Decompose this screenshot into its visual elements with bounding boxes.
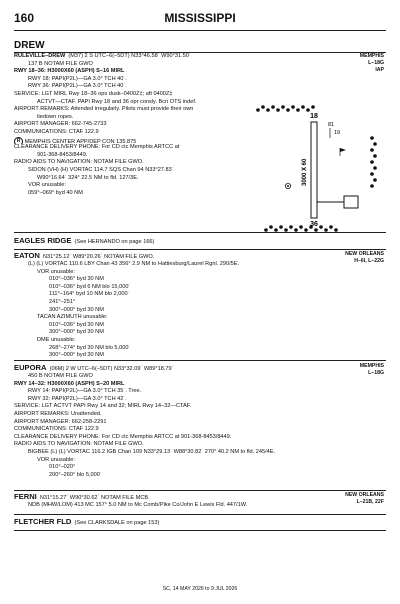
- runway-18-36: [311, 122, 317, 218]
- section-rule-6: [14, 530, 386, 531]
- navaid-name: EATON: [14, 251, 40, 260]
- service-line: SERVICE: LGT MIRL Rwy 18–36 ops dusk–0400Z‡; aft 0400Z‡: [14, 90, 173, 97]
- effective-dates-footer: SC, 14 MAY 2026 to 9 JUL 2026: [162, 586, 238, 592]
- windsock-icon: [340, 148, 346, 156]
- comm-line: COMMUNICATIONS: CTAF 122.9: [14, 426, 99, 433]
- airport-name: RULEVILLE–DREW: [14, 53, 66, 59]
- navaid-position: N31°15.27´ W90°30.62´ NOTAM FILE MCB.: [39, 495, 150, 501]
- section-rule-5: [14, 514, 386, 515]
- remarks-line-2: tiedown ropes.: [37, 113, 74, 120]
- airport-info: (M37) 2 S UTC–6(–5DT) N33°46.58´ W90°31.50´: [68, 53, 191, 59]
- apron: [344, 196, 358, 208]
- chart-ref: [360, 53, 384, 74]
- vortac-line: BIGBEE (L) (L) VORTAC 116.2 IGB Chan 109 N33°29.13´ W88°30.82´ 270° 40.2 NM to fld. 245/4E.: [28, 448, 276, 455]
- runway-end-36: 36: [310, 221, 318, 228]
- restriction-line: 010°–036° byd 30 NM: [49, 321, 104, 328]
- manager-line: AIRPORT MANAGER: 662-258-2291: [14, 418, 107, 425]
- header-rule: [14, 30, 386, 31]
- section-rule-2: [14, 249, 386, 250]
- restriction-line: 300°–000° byd 30 NM: [49, 306, 104, 313]
- airport-name: EUPORA: [14, 363, 47, 372]
- airport-info: (06M) 2 W UTC–6(–5DT) N33°32.09´ W89°18.79´: [49, 366, 174, 372]
- restriction-line: 200°–260° blo 5,000´: [49, 471, 102, 478]
- restriction-line: 300°–000° byd 30 NM: [49, 329, 104, 336]
- restriction-line: 241°–251°: [49, 298, 76, 305]
- chart-ref-sectional: MEMPHIS: [359, 53, 384, 59]
- vortac-line-2: W90°16.64´ 324° 22.5 NM to fld. 127/3E.: [37, 174, 139, 181]
- chart-ref: [360, 363, 384, 377]
- restriction-line: DME unusable:: [37, 336, 76, 343]
- remarks-line: AIRPORT REMARKS: Attended irregularly. Pilots must provide their own: [14, 106, 194, 113]
- chart-ref-sectional: NEW ORLEANS: [345, 251, 384, 257]
- runway-32-line: RWY 32: PAPI(P2L)—GA 3.0° TCH 42´.: [28, 395, 127, 402]
- restriction-line: 010°–020°: [49, 464, 76, 471]
- service-line: SERVICE: LGT ACTVT PAPI Rwy 14 and 32; MIRL Rwy 14–32—CTAF.: [14, 403, 192, 410]
- chart-ref-low: L–21B, 22F: [356, 499, 384, 505]
- section-rule-4: [14, 490, 386, 491]
- restriction-line: 268°–274° byd 30 NM blo 5,000´: [49, 344, 131, 351]
- vortac-line: SIDON (VH) (H) VORTAC 114.7 SQS Chan 94 N33°27.83´: [28, 166, 174, 173]
- chart-ref-low: L–18G: [368, 370, 384, 376]
- radar-icon: R: [14, 137, 23, 145]
- section-rule-3: [14, 360, 386, 361]
- clearance-line-2: 901-368-8453/8449.: [37, 151, 88, 158]
- vor-unusable-line: VOR unusable:: [28, 182, 66, 189]
- airport-entry-eupora: [14, 363, 384, 479]
- cross-reference: (See CLARKSDALE on page 153): [74, 520, 160, 526]
- section-rule-1: [14, 232, 386, 233]
- clearance-line: CLEARANCE DELIVERY PHONE: For CD ctc Memphis ARTCC at 901-368-8453/8449.: [14, 433, 232, 440]
- navaid-name: FERNI: [14, 492, 37, 501]
- vor-unusable-range: 059°–069° byd 40 NM: [28, 189, 83, 196]
- trees-top-left: [256, 105, 315, 112]
- chart-ref-enroute: H–6I, L–22G: [354, 258, 384, 264]
- airport-diagram: [244, 98, 386, 238]
- runway-36-line: RWY 36: PAPI(P2L)—GA 3.0° TCH 40´.: [28, 83, 127, 90]
- obstacle-height-2: 19: [334, 130, 341, 136]
- chart-ref: [345, 251, 384, 265]
- restriction-line: VOR unusable:: [37, 268, 75, 275]
- ndb-line: NDB (MHW/LOM) 413 MC 157° 5.0 NM to Mc Comb/Pike Co/John E Lewis Fld. 447/1W.: [28, 502, 248, 508]
- airport-entry-eagles-ridge: [14, 236, 384, 246]
- airport-name: EAGLES RIDGE: [14, 236, 72, 245]
- cross-reference: (See HERNANDO on page 166): [74, 239, 155, 245]
- runway-dimension: 3000 X 60: [302, 158, 308, 186]
- elevation-line: 137 B NOTAM FILE GWO: [28, 60, 93, 67]
- chart-ref-low: L–18G: [368, 60, 384, 66]
- navaid-entry-ferni: [14, 492, 384, 510]
- radio-aids-line: RADIO AIDS TO NAVIGATION: NOTAM FILE GWO.: [14, 159, 144, 166]
- runway-18-line: RWY 18: PAPI(P2L)—GA 3.0° TCH 40´.: [28, 75, 127, 82]
- obstacle-height-1: 81: [328, 122, 335, 128]
- trees-right: [370, 136, 377, 188]
- trees-bottom: [264, 225, 338, 232]
- restriction-line: 010°–036° byd 6 NM blo 15,000´: [49, 283, 131, 290]
- elevation-line: 450 B NOTAM FILE GWO: [28, 373, 93, 379]
- beacon-icon: [285, 183, 290, 188]
- runway-line: RWY 14–32: H3000X60 (ASPH) S–20 MIRL: [14, 380, 125, 387]
- navaid-position: N31°25.12´ W89°20.26´ NOTAM FILE GWO.: [43, 254, 155, 260]
- runway-14-line: RWY 14: PAPI(P2L)—GA 3.0° TCH 35´. Tree.: [28, 388, 142, 395]
- vortac-line: (L) (L) VORTAC 110.6 LBY Chan 43 356° 2.9 NM to Hattiesburg/Laurel Rgnl. 290/5E.: [28, 261, 240, 267]
- restriction-line: 300°–000° byd 30 NM: [49, 352, 104, 359]
- state-heading: MISSISSIPPI: [164, 11, 236, 25]
- comm-line: COMMUNICATIONS: CTAF 122.9: [14, 128, 99, 135]
- airport-entry-fletcher: [14, 517, 384, 527]
- airport-name: FLETCHER FLD: [14, 517, 72, 526]
- restriction-line: 111°–164° byd 10 NM blo 2,000´: [49, 291, 130, 298]
- restriction-line: TACAN AZIMUTH unusable:: [37, 314, 108, 321]
- manager-line: AIRPORT MANAGER: 662-745-2733: [14, 121, 107, 128]
- runway-line: RWY 18–36: H3000X60 (ASPH) S–16 MIRL: [14, 68, 125, 75]
- chart-ref-iap: IAP: [375, 67, 384, 73]
- chart-ref-sectional: MEMPHIS: [359, 363, 384, 369]
- remarks-line: AIRPORT REMARKS: Unattended.: [14, 410, 102, 417]
- radio-aids-line: RADIO AIDS TO NAVIGATION: NOTAM FILE GWO.: [14, 441, 144, 448]
- clearance-line: CLEARANCE DELIVERY PHONE: For CD ctc Memphis ARTCC at: [14, 144, 180, 151]
- chart-ref: [345, 492, 384, 506]
- city-heading: DREW: [14, 40, 45, 51]
- runway-end-18: 18: [310, 113, 318, 120]
- navaid-entry-eaton: [14, 251, 384, 360]
- restriction-line: VOR unusable:: [37, 456, 75, 463]
- chart-ref-sectional: NEW ORLEANS: [345, 492, 384, 498]
- service-line-2: ACTVT—CTAF. PAPI Rwy 18 and 36 opr consly. Bcn OTS indef.: [37, 98, 197, 105]
- restriction-line: 010°–036° byd 30 NM: [49, 276, 104, 283]
- page-number: 160: [14, 11, 35, 25]
- approach-control: MEMPHIS CENTER APP/DEP CON 135.875: [24, 138, 137, 145]
